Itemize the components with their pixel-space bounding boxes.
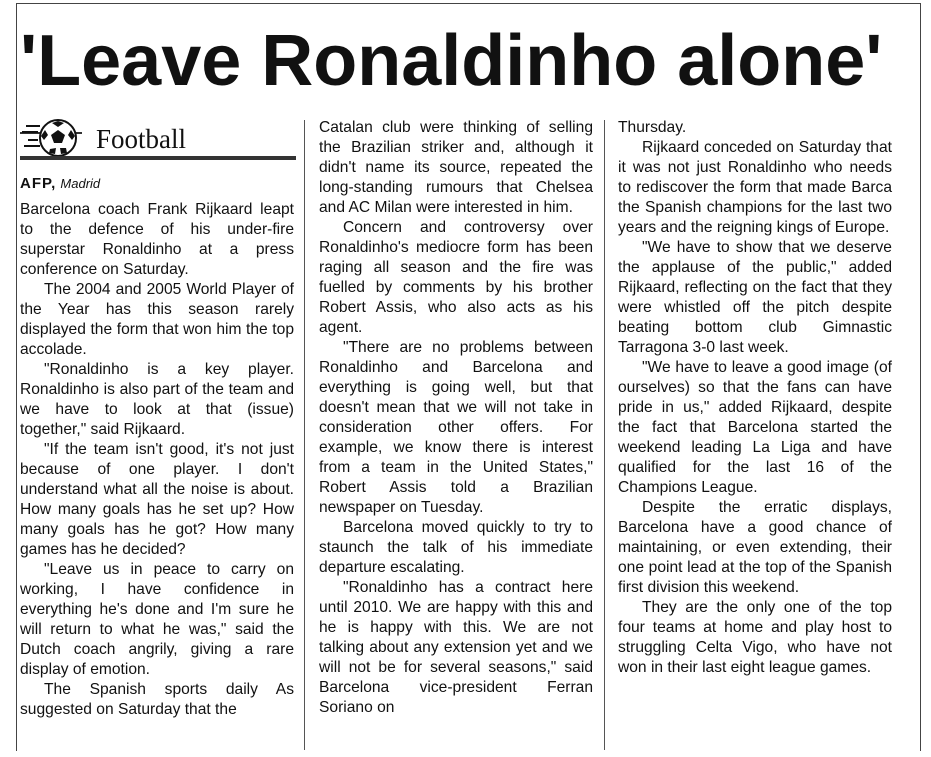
soccer-ball-icon [20, 118, 82, 158]
section-rule [20, 156, 296, 160]
paragraph: Rijkaard conceded on Saturday that it was not just Ronaldinho who needs to rediscover the form that made Barca the Spanish champions for the last two years and the reigning kings of Europe. [618, 139, 892, 236]
paragraph: The 2004 and 2005 World Player of the Year has this season rarely displayed the form that won him the top accolade. [20, 281, 294, 358]
paragraph: The Spanish sports daily As suggested on Saturday that the [20, 681, 294, 718]
paragraph: Barcelona coach Frank Rijkaard leapt to the defence of his under-fire superstar Ronaldinho at a press conference on Saturday. [20, 201, 294, 278]
paragraph: "We have to show that we deserve the applause of the public," added Rijkaard, reflecting on the fact that they were whistled off the pitch despite beating bottom club Gimnastic Tarragona 3-0 last week. [618, 239, 892, 356]
paragraph: "There are no problems between Ronaldinho and Barcelona and everything is going well, but that doesn't mean that we will not take in consideration other offers. For example, we know there is interest from a team in the United States," Robert Assis told a Brazilian newspaper on Tuesday. [319, 339, 593, 516]
paragraph: Thursday. [618, 119, 687, 136]
article-column-2 [319, 118, 593, 718]
paragraph: Despite the erratic displays, Barcelona have a good chance of maintaining, or even extending, their one point lead at the top of the Spanish first division this weekend. [618, 499, 892, 596]
column-divider [304, 120, 305, 750]
paragraph: "We have to leave a good image (of ourselves) so that the fans can have pride in us," added Rijkaard, despite the fact that Barcelona started the weekend leading La Liga and have qualified for the last 16 of the Champions League. [618, 359, 892, 496]
byline-agency: AFP, [20, 175, 57, 192]
paragraph: Catalan club were thinking of selling the Brazilian striker and, although it didn't name its source, repeated the long-standing rumours that Chelsea and AC Milan were interested in him. [319, 119, 593, 216]
article-column-1 [20, 118, 294, 720]
frame-right-rule [920, 3, 921, 751]
frame-left-rule [16, 3, 17, 751]
headline: 'Leave Ronaldinho alone' [20, 21, 883, 101]
section-label: Football [96, 124, 187, 154]
paragraph: "If the team isn't good, it's not just because of one player. I don't understand what all the noise is about. How many goals has he set up? How many goals has he got? How many games has he decided? [20, 441, 294, 558]
paragraph: "Ronaldinho has a contract here until 2010. We are happy with this and he is happy with this. We are not talking about any extension yet and we will not be for several seasons," said Barcelona vice-president Ferran Soriano on [319, 579, 593, 716]
byline-place: Madrid [60, 176, 101, 191]
paragraph: They are the only one of the top four teams at home and play host to struggling Celta Vigo, who have not won in their last eight league games. [618, 599, 892, 676]
article-column-3 [618, 118, 892, 678]
section-header [20, 118, 294, 162]
column-divider [604, 120, 605, 750]
paragraph: Barcelona moved quickly to try to staunch the talk of his immediate departure escalating. [319, 519, 593, 576]
paragraph: Concern and controversy over Ronaldinho's mediocre form has been raging all season and the fire was fuelled by comments by his brother Robert Assis, who also acts as his agent. [319, 219, 593, 336]
frame-top-rule [16, 3, 921, 4]
paragraph: "Leave us in peace to carry on working, I have confidence in everything he's done and I'm sure he will return to what he was," said the Dutch coach angrily, giving a rare display of emotion. [20, 561, 294, 678]
byline [20, 174, 294, 194]
paragraph: "Ronaldinho is a key player. Ronaldinho is also part of the team and we have to look at that (issue) together," said Rijkaard. [20, 361, 294, 438]
